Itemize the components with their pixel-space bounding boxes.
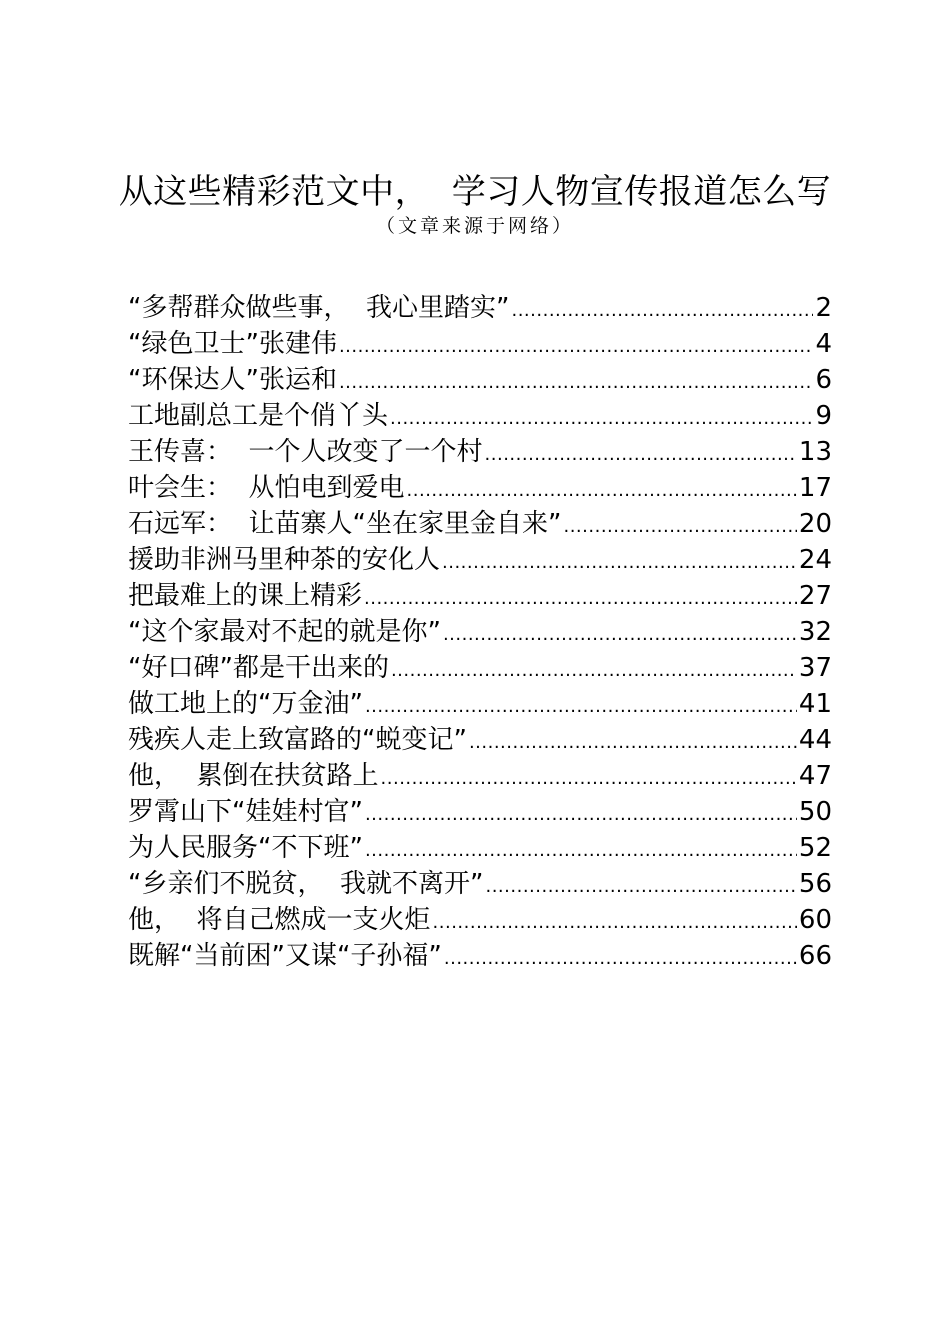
toc-dot-leader [390,401,813,437]
toc-entry[interactable] [128,758,832,794]
toc-entry-title: “乡亲们不脱贫， 我就不离开” [128,869,484,899]
toc-entry-title: 工地副总工是个俏丫头 [128,401,389,431]
toc-dot-leader [339,329,814,365]
toc-entry-title: 他， 将自己燃成一支火炬 [128,905,431,935]
toc-entry[interactable] [128,578,832,614]
toc-entry-page: 27 [798,581,832,611]
toc-entry-page: 6 [815,365,832,395]
toc-dot-leader [365,833,797,869]
toc-entry-page: 13 [798,437,832,467]
toc-entry-page: 41 [798,689,832,719]
toc-entry-page: 17 [798,473,832,503]
toc-entry-page: 9 [815,401,832,431]
toc-entry-page: 2 [815,293,832,323]
toc-entry[interactable] [128,614,832,650]
toc-entry[interactable] [128,866,832,902]
toc-entry[interactable] [128,830,832,866]
toc-entry[interactable] [128,398,832,434]
toc-entry-title: 罗霄山下“娃娃村官” [128,797,363,827]
toc-entry-title: “环保达人”张运和 [128,365,337,395]
toc-dot-leader [407,473,797,509]
toc-dot-leader [339,365,814,401]
toc-dot-leader [442,545,797,581]
toc-entry-title: “这个家最对不起的就是你” [128,617,441,647]
toc-dot-leader [444,941,797,977]
toc-dot-leader [485,869,796,905]
toc-dot-leader [364,581,797,617]
toc-dot-leader [365,689,797,725]
toc-entry-page: 66 [798,941,832,971]
toc-dot-leader [443,617,797,653]
toc-dot-leader [469,725,797,761]
toc-entry-title: 叶会生： 从怕电到爱电 [128,473,405,503]
toc-dot-leader [365,797,797,833]
toc-entry-page: 47 [798,761,832,791]
toc-entry-title: “绿色卫士”张建伟 [128,329,337,359]
toc-entry-page: 56 [798,869,832,899]
toc-entry[interactable] [128,794,832,830]
toc-entry-title: “好口碑”都是干出来的 [128,653,389,683]
toc-dot-leader [485,437,797,473]
toc-entry-title: 为人民服务“不下班” [128,833,363,863]
toc-entry[interactable] [128,470,832,506]
toc-entry-title: 石远军： 让苗寨人“坐在家里金自来” [128,509,562,539]
toc-entry-page: 52 [798,833,832,863]
toc-entry[interactable] [128,290,832,326]
table-of-contents [128,290,832,974]
toc-entry-page: 32 [798,617,832,647]
toc-entry[interactable] [128,938,832,974]
toc-entry[interactable] [128,650,832,686]
toc-entry-page: 37 [798,653,832,683]
toc-entry-title: 既解“当前困”又谋“子孙福” [128,941,442,971]
toc-entry-page: 4 [815,329,832,359]
toc-dot-leader [391,653,797,689]
toc-entry-title: 把最难上的课上精彩 [128,581,363,611]
toc-dot-leader [563,509,796,545]
toc-dot-leader [381,761,797,797]
toc-entry-title: 他， 累倒在扶贫路上 [128,761,379,791]
toc-dot-leader [433,905,797,941]
toc-entry[interactable] [128,902,832,938]
toc-entry-page: 50 [798,797,832,827]
document-title: 从这些精彩范文中， 学习人物宣传报道怎么写 [118,172,832,212]
toc-entry-title: 援助非洲马里种茶的安化人 [128,545,441,575]
toc-entry[interactable] [128,506,832,542]
toc-entry-page: 60 [798,905,832,935]
toc-entry-page: 24 [798,545,832,575]
toc-entry[interactable] [128,362,832,398]
toc-entry[interactable] [128,434,832,470]
toc-entry-title: “多帮群众做些事， 我心里踏实” [128,293,510,323]
toc-entry[interactable] [128,326,832,362]
toc-entry-page: 44 [798,725,832,755]
toc-entry[interactable] [128,542,832,578]
toc-entry-title: 做工地上的“万金油” [128,689,363,719]
toc-dot-leader [511,293,813,329]
toc-entry[interactable] [128,686,832,722]
toc-entry-title: 残疾人走上致富路的“蜕变记” [128,725,467,755]
toc-entry-page: 20 [798,509,832,539]
toc-entry-title: 王传喜： 一个人改变了一个村 [128,437,483,467]
document-subtitle: （文章来源于网络） [375,215,574,237]
toc-entry[interactable] [128,722,832,758]
